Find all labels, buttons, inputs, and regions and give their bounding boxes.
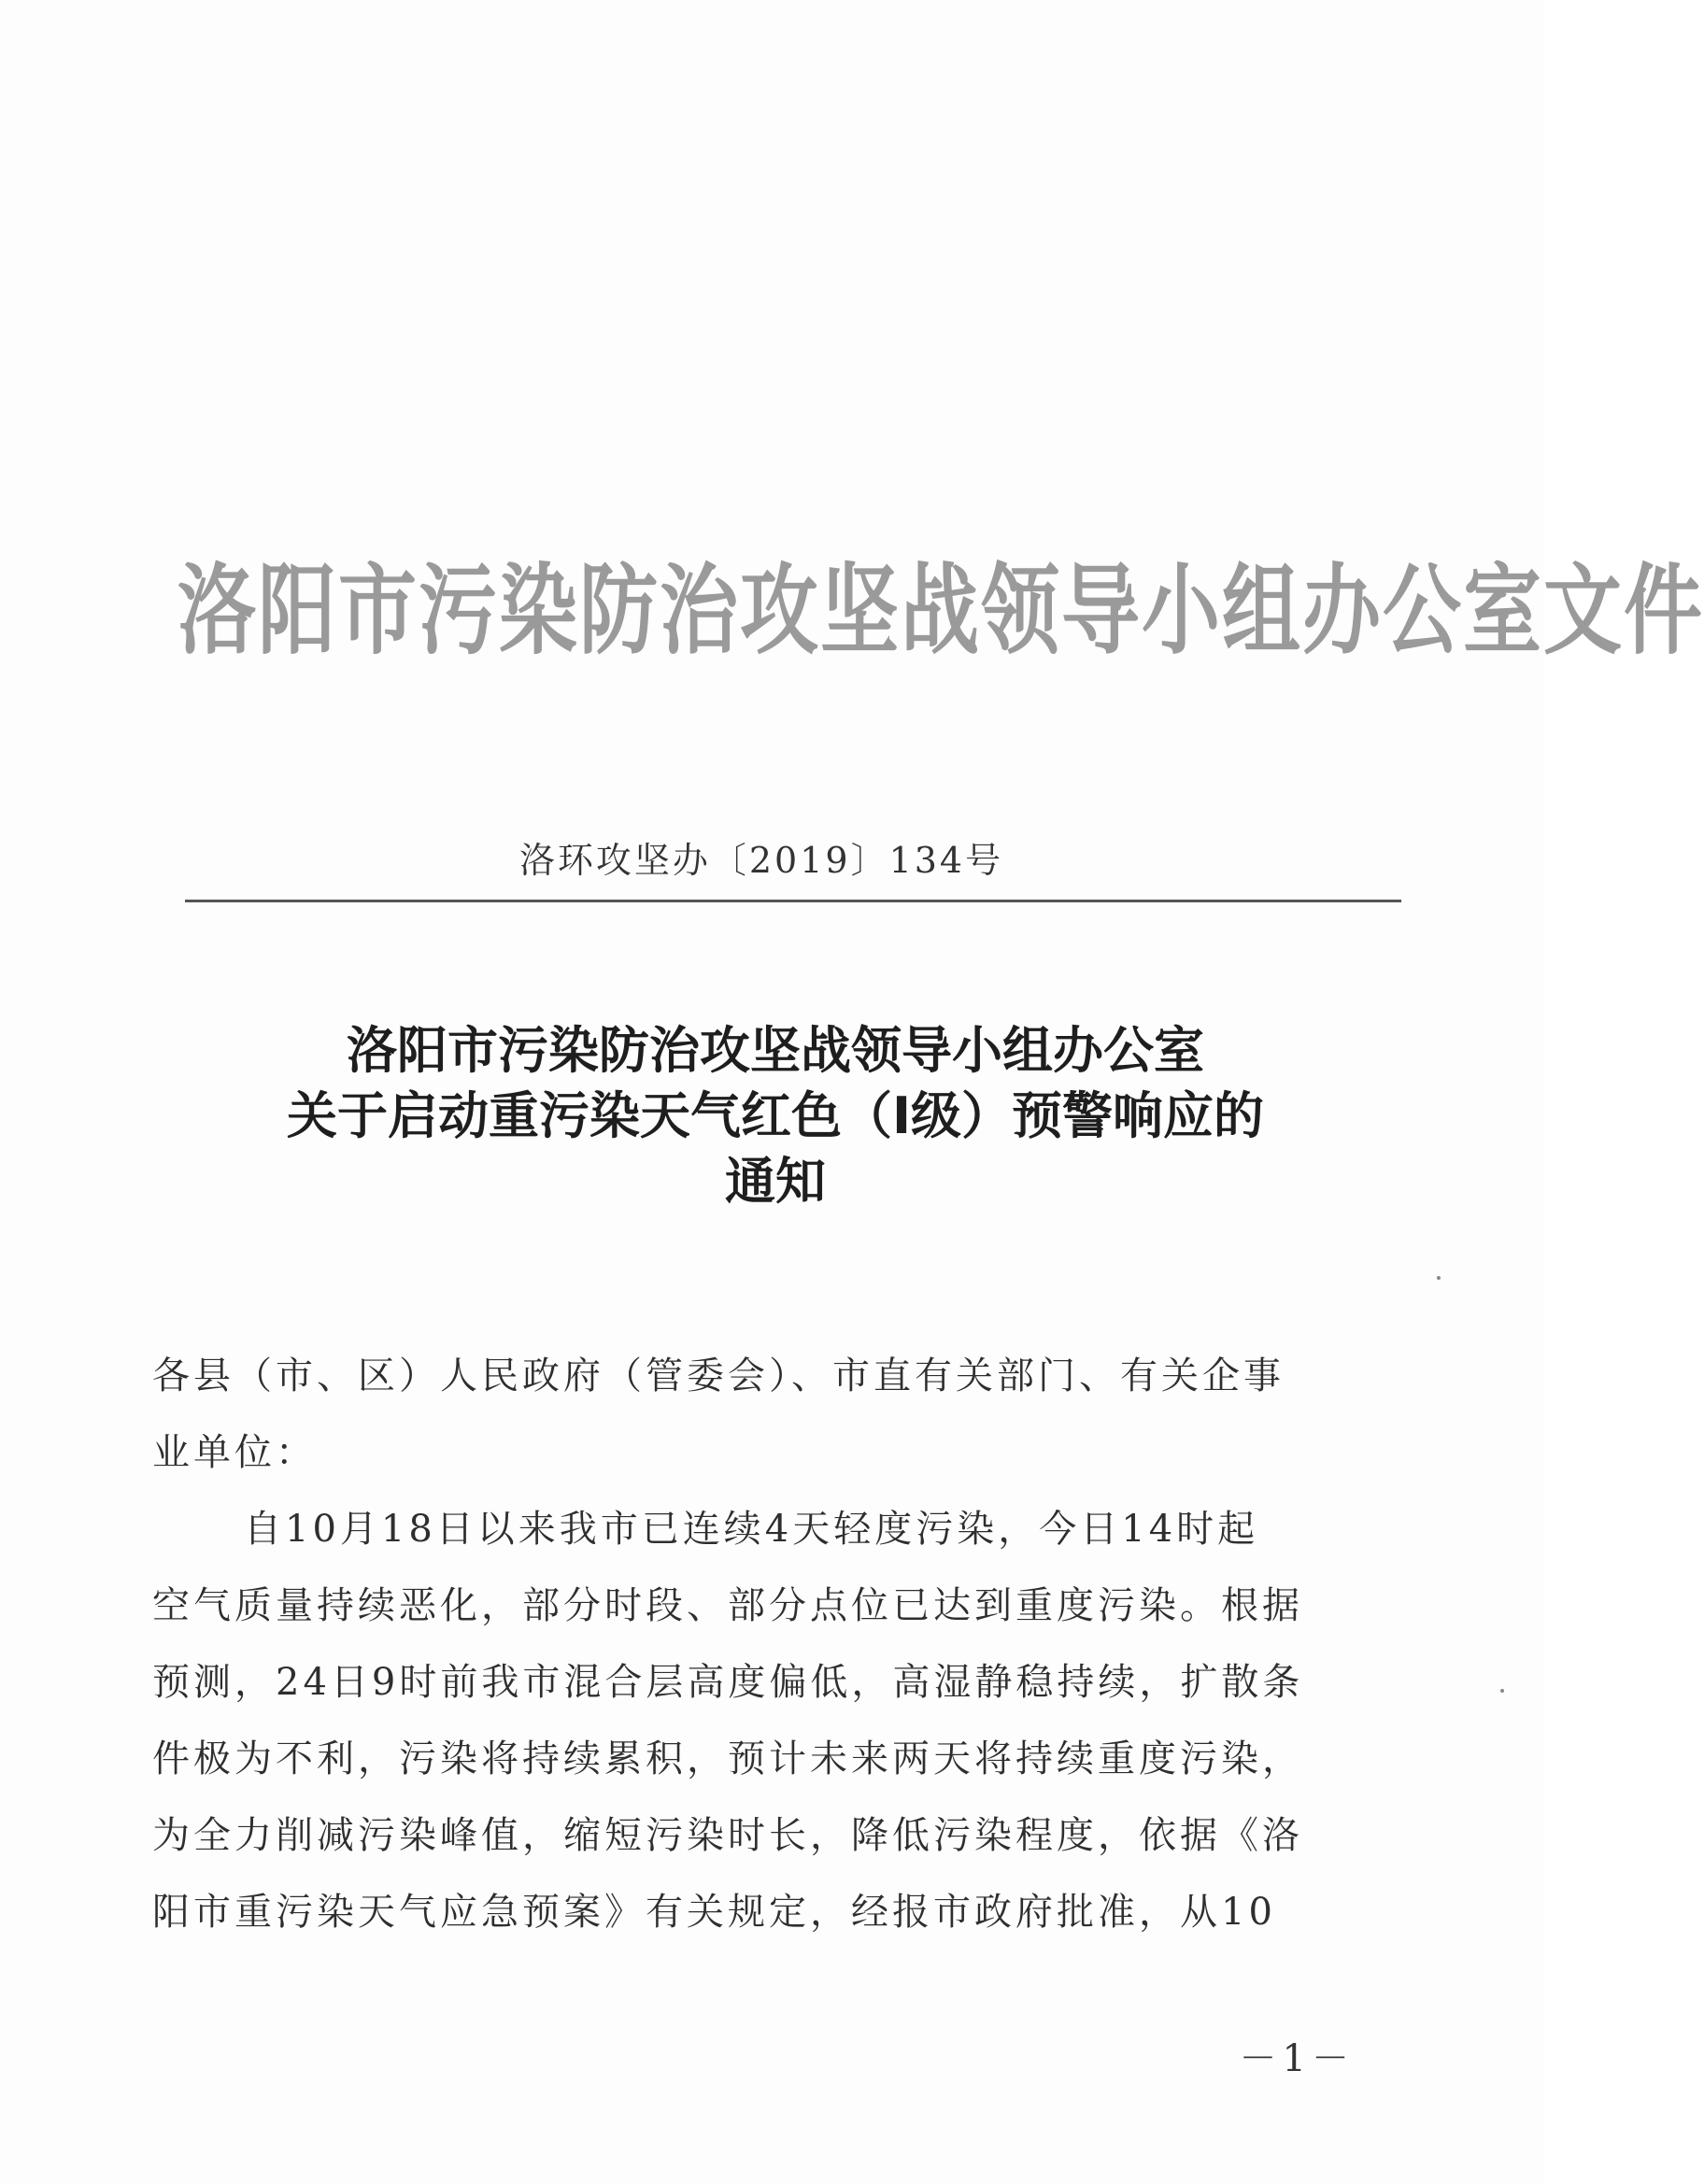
body-line: 阳市重污染天气应急预案》有关规定，经报市政府批准，从10 <box>152 1891 1276 1934</box>
scan-speck <box>1500 1689 1504 1693</box>
body-line: 为全力削减污染峰值，缩短污染时长，降低污染程度，依据《洛 <box>152 1814 1303 1857</box>
body-text <box>152 1338 1343 1950</box>
body-line: 预测，24日9时前我市混合层高度偏低，高湿静稳持续，扩散条 <box>152 1661 1304 1704</box>
scan-speck <box>1437 1276 1441 1280</box>
body-line: 件极为不利，污染将持续累积，预计未来两天将持续重度污染， <box>152 1737 1303 1780</box>
body-line: 自10月18日以来我市已连续4天轻度污染，今日14时起 <box>244 1508 1259 1551</box>
addressee-line-1: 各县（市、区）人民政府（管委会）、市直有关部门、有关企事 <box>152 1354 1285 1397</box>
title-line-2: 关于启动重污染天气红色（Ⅰ级）预警响应的 <box>286 1086 1265 1145</box>
title-line-3: 通知 <box>725 1152 826 1211</box>
header-divider <box>185 900 1401 902</box>
addressee-line-2: 业单位： <box>152 1431 317 1474</box>
title-line-1: 洛阳市污染防治攻坚战领导小组办公室 <box>347 1021 1204 1080</box>
notice-title <box>149 1018 1401 1214</box>
body-line: 空气质量持续恶化，部分时段、部分点位已达到重度污染。根据 <box>152 1584 1303 1627</box>
document-number: 洛环攻坚办〔2019〕134号 <box>518 840 1004 881</box>
page-number: －1－ <box>1239 2037 1355 2080</box>
letterhead-title: 洛阳市污染防治攻坚战领导小组办公室文件 <box>178 553 1704 668</box>
